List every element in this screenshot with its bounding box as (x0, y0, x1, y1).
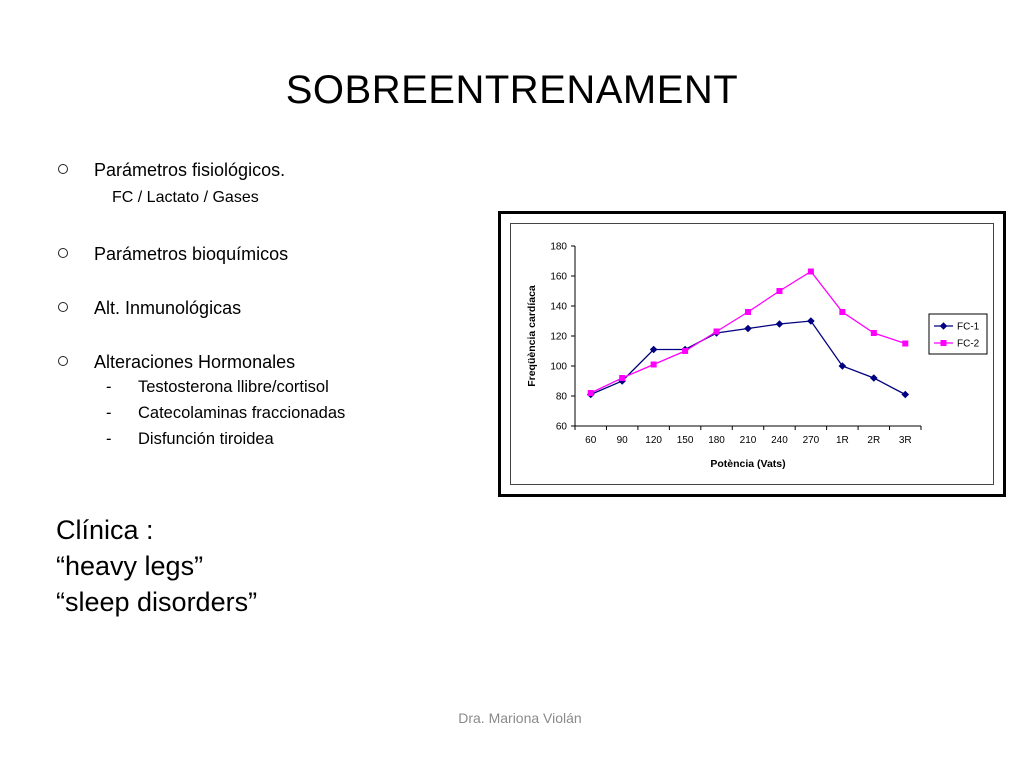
footer-author: Dra. Mariona Violán (458, 710, 582, 726)
data-point-square (776, 288, 782, 294)
chart-frame (498, 211, 1006, 497)
dash-marker: - (106, 430, 112, 448)
x-tick-label: 90 (616, 435, 628, 446)
clinica-symptom: “heavy legs” (56, 551, 204, 581)
chart-area (510, 223, 994, 485)
data-point-diamond (807, 317, 815, 325)
subitem-label: Catecolaminas fraccionadas (138, 404, 346, 422)
data-point-square (682, 348, 688, 354)
subitem-label: Testosterona llibre/cortisol (138, 378, 329, 396)
x-axis-title: Potència (Vats) (710, 458, 786, 470)
data-point-square (745, 309, 751, 315)
y-tick-label: 100 (550, 361, 567, 373)
data-point-square (839, 309, 845, 315)
x-tick-label: 270 (802, 435, 820, 446)
x-tick-label: 180 (708, 435, 725, 446)
x-tick-label: 2R (867, 435, 881, 446)
y-tick-label: 180 (550, 241, 567, 253)
dash-marker: - (106, 404, 112, 422)
x-tick-label: 1R (835, 435, 849, 446)
slide-title: SOBREENTRENAMENT (285, 68, 739, 112)
bullet-list (58, 160, 478, 456)
subitem-label: Disfunción tiroidea (138, 430, 274, 448)
data-point-diamond (870, 374, 878, 382)
clinica-heading: Clínica : (56, 515, 154, 545)
data-point-square (714, 329, 720, 335)
y-tick-label: 120 (550, 331, 567, 343)
clinica-symptom: “sleep disorders” (56, 587, 258, 617)
hormone-subitem (58, 404, 478, 430)
data-point-diamond (744, 325, 752, 333)
bullet-label: Parámetros bioquímicos (94, 244, 289, 264)
data-point-square (588, 390, 594, 396)
bullet-label: Alteraciones Hormonales (94, 352, 296, 372)
x-tick-label: 3R (898, 435, 912, 446)
bullet-item (58, 352, 478, 378)
data-point-square (941, 340, 947, 346)
data-point-diamond (776, 320, 784, 328)
x-tick-label: 120 (645, 435, 662, 446)
bullet-label: Parámetros fisiológicos. (94, 160, 286, 180)
bullet-subtext: FC / Lactato / Gases (112, 189, 259, 206)
dash-marker: - (106, 378, 112, 396)
x-tick-label: 60 (585, 435, 597, 446)
data-point-square (871, 330, 877, 336)
circle-bullet-icon (58, 248, 68, 258)
data-point-square (619, 375, 625, 381)
x-tick-label: 150 (676, 435, 694, 446)
data-point-square (808, 269, 814, 275)
y-axis-title: Freqüència cardíaca (526, 285, 538, 387)
bullet-item (58, 298, 478, 324)
data-point-diamond (901, 391, 909, 399)
legend-label: FC-2 (957, 338, 980, 350)
circle-bullet-icon (58, 356, 68, 366)
data-point-square (651, 362, 657, 368)
y-tick-label: 140 (550, 301, 567, 313)
x-tick-label: 240 (771, 435, 788, 446)
heart-rate-chart (511, 224, 993, 484)
bullet-item (58, 244, 478, 270)
clinica-block (56, 512, 257, 620)
circle-bullet-icon (58, 164, 68, 174)
y-tick-label: 160 (550, 271, 567, 283)
y-tick-label: 80 (555, 391, 567, 403)
bullet-label: Alt. Inmunológicas (94, 298, 242, 318)
x-tick-label: 210 (739, 435, 757, 446)
legend-label: FC-1 (957, 321, 980, 333)
circle-bullet-icon (58, 302, 68, 312)
data-point-diamond (839, 362, 847, 370)
hormone-subitem (58, 430, 478, 456)
y-tick-label: 60 (555, 421, 567, 433)
hormone-subitem (58, 378, 478, 404)
data-point-square (902, 341, 908, 347)
bullet-item (58, 160, 478, 186)
